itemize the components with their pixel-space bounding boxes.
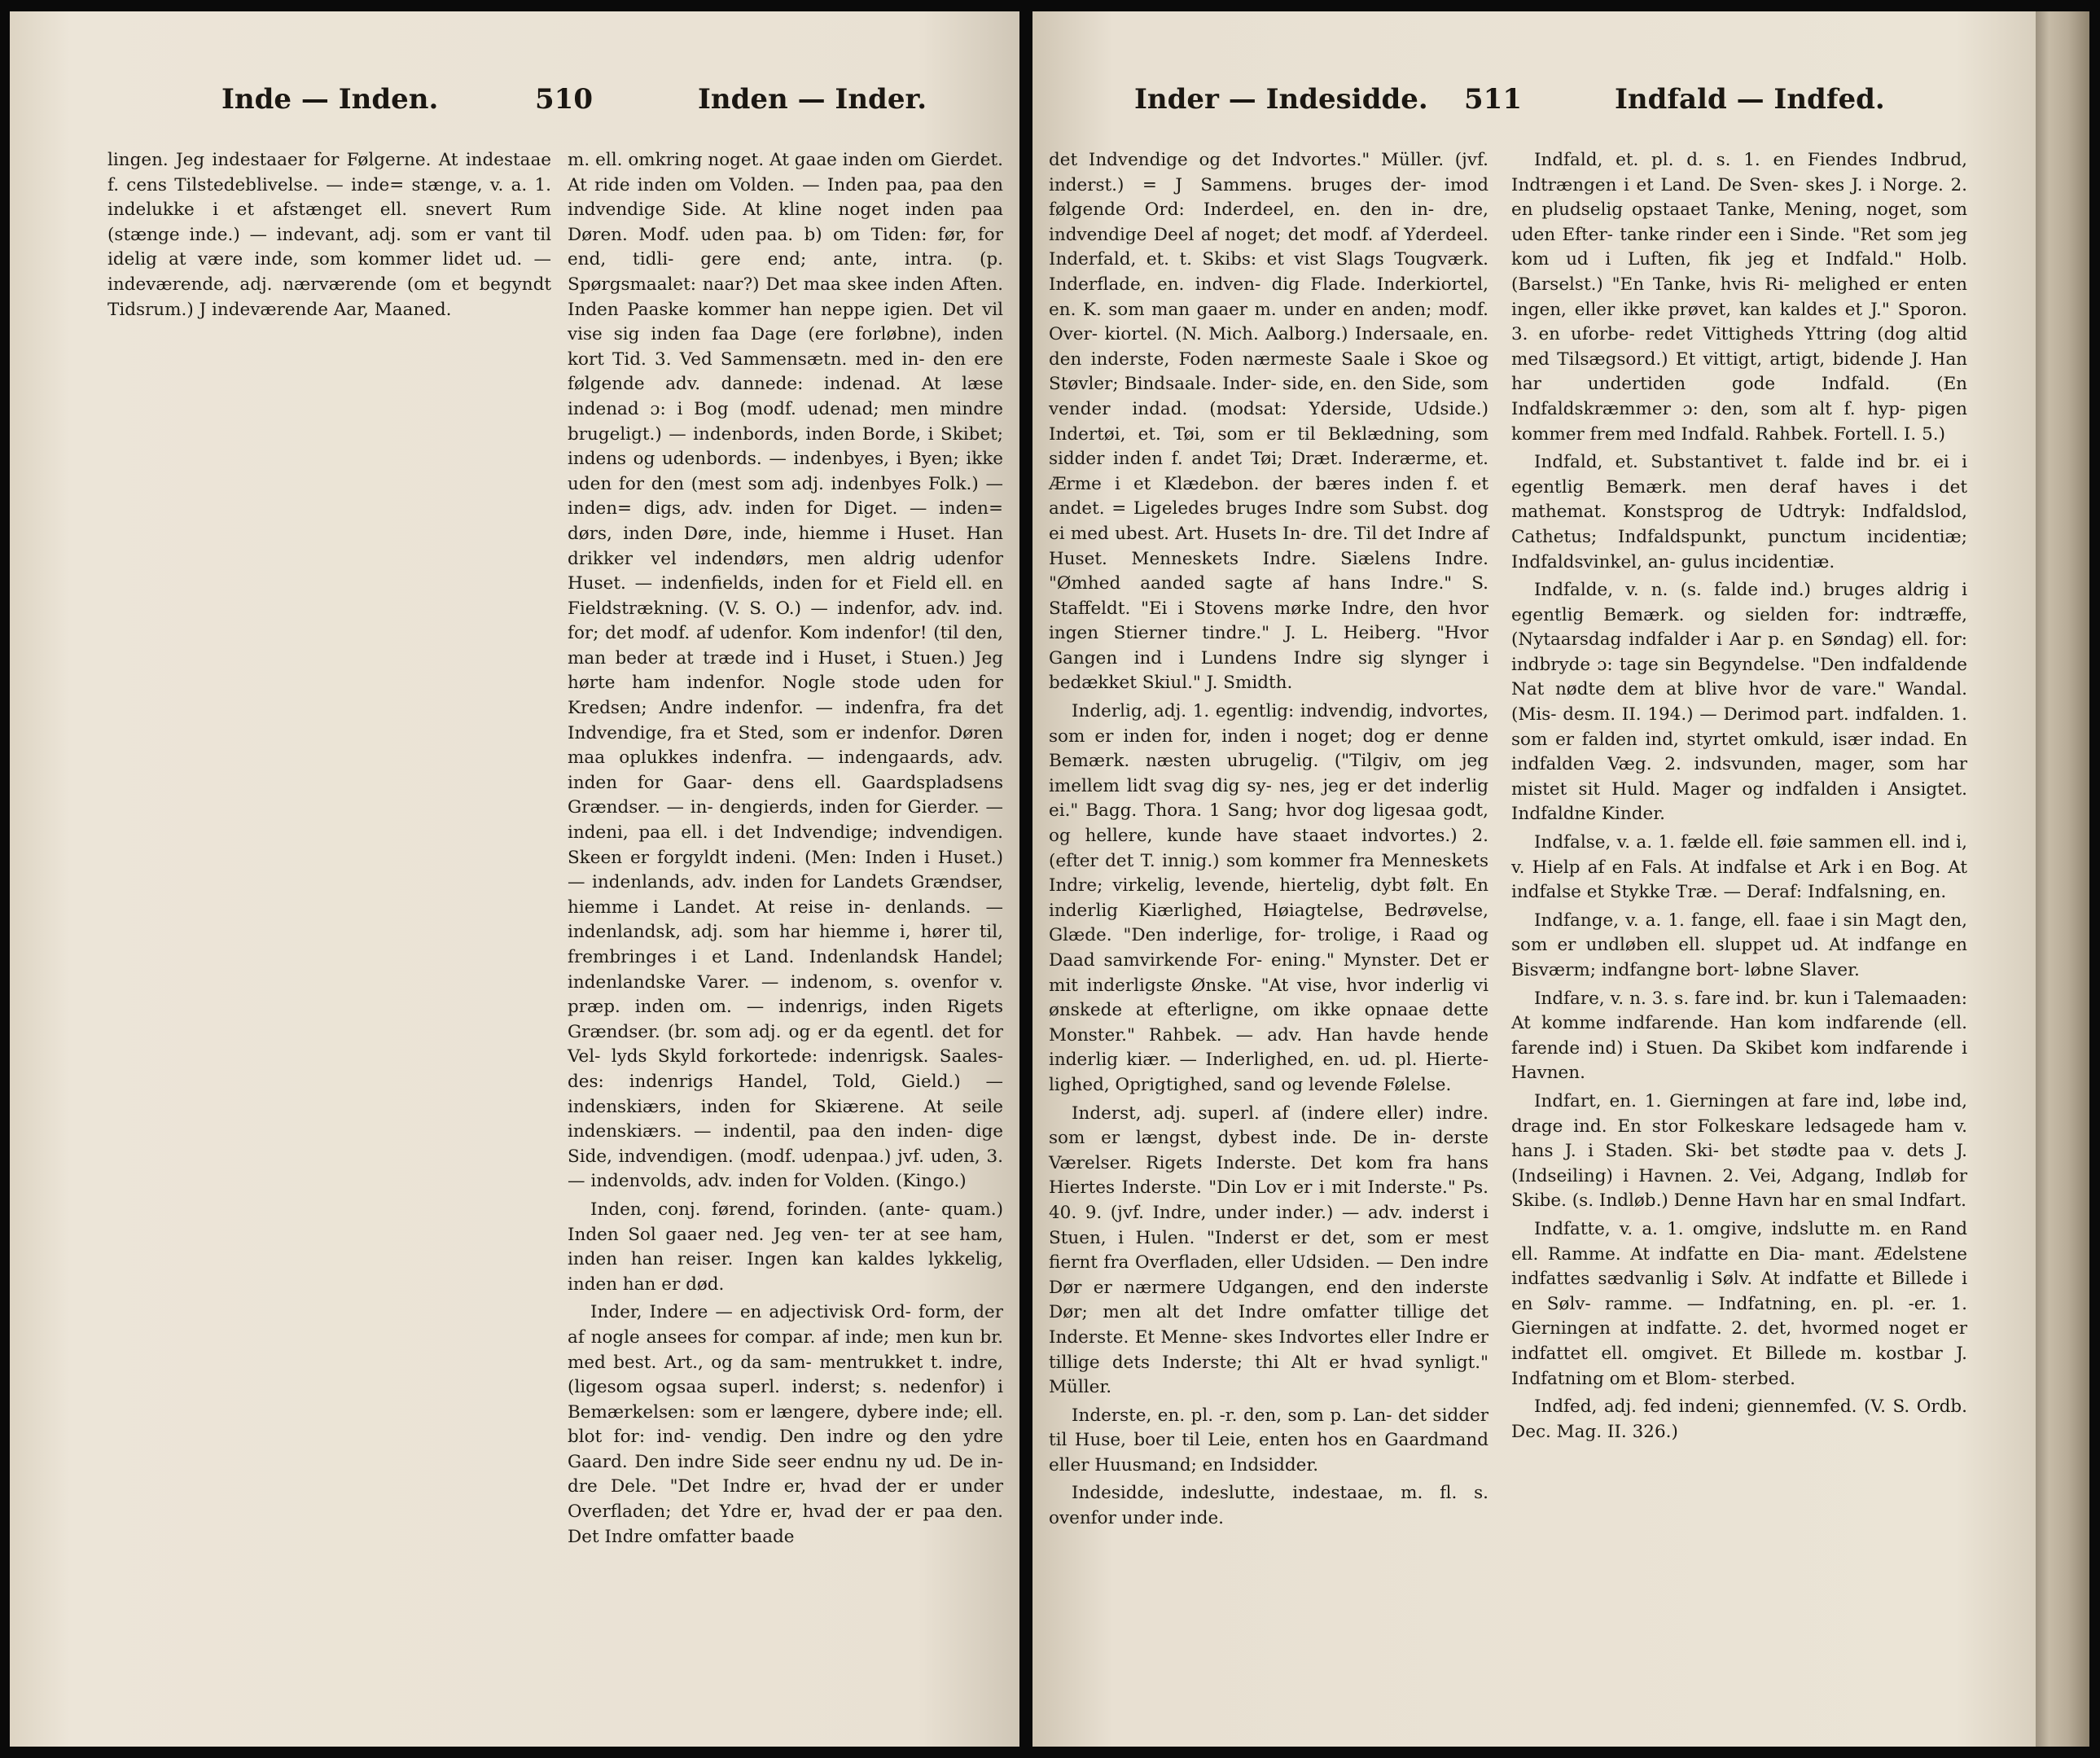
entry-paragraph: Indfatte, v. a. 1. omgive, indslutte m. en Rand ell. Ramme. At indfatte en Dia- mant. Ædelstene indfattes sædvanlig i Sølv. At indfatte et Billede i en Sølv- ramme. — Indfatning, en. pl. -er. 1. Gierningen at indfatte. 2. det, hvormed noget er indfattet ell. omgivet. Et Billede m. kostbar J. Indfatning om et Blom- sterbed. <box>1511 1218 1967 1389</box>
left-page <box>10 11 1019 1747</box>
right-header-guideword-last: Indfald — Indfed. <box>1615 83 1885 116</box>
left-header-guideword-first: Inde — Inden. <box>221 83 439 116</box>
entry-paragraph: Inden, conj. førend, forinden. (ante- quam.) Inden Sol gaaer ned. Jeg ven- ter at see ham, inden han reiser. Ingen kan kaldes lykkelig, inden han er død. <box>568 1199 1003 1295</box>
left-page-number: 510 <box>535 83 593 116</box>
entry-paragraph: det Indvendige og det Indvortes." Müller. (jvf. inderst.) = J Sammens. bruges der- imod følgende Ord: Inderdeel, en. den in- dre, indvendige Deel af noget; det modf. af Yderdeel. Inderfald, et. t. Skibs: et vist Slags Tougværk. Inderflade, en. indven- dig Flade. Inderkiortel, en. K. som man gaaer m. under en anden; modf. Over- kiortel. (N. Mich. Aalborg.) Indersaale, en. den inderste, Foden nærmeste Saale i Skoe og Støvler; Bindsaale. Inder- side, en. den Side, som vender indad. (modsat: Yderside, Udside.) Indertøi, et. Tøi, som er til Beklædning, som sidder inden f. andet Tøi; Dræt. Inderærme, et. Ærme i et Klædebon. der bæres inden f. et andet. = Ligeledes bruges Indre som Subst. dog ei med ubest. Art. Husets In- dre. Til det Indre af Huset. Menneskets Indre. Siælens Indre. "Ømhed aanded sagte af hans Indre." S. Staffeldt. "Ei i Stovens mørke Indre, den hvor ingen Stierner tindre." J. L. Heiberg. "Hvor Gangen ind i Lundens Indre sig slynger i bedækket Skiul." J. Smidth. <box>1049 150 1488 694</box>
left-page-column-1 <box>107 148 551 326</box>
left-page-header <box>10 83 1019 132</box>
book-page-edges <box>2036 11 2089 1747</box>
entry-paragraph: Indesidde, indeslutte, indestaae, m. fl. s. ovenfor under inde. <box>1049 1483 1488 1529</box>
entry-paragraph: lingen. Jeg indestaaer for Følgerne. At indestaae f. cens Tilstedeblivelse. — inde= stænge, v. a. 1. indelukke i et afstænget ell. snevert Rum (stænge inde.) — indevant, adj. som er vant til idelig at være inde, som kommer lidet ud. — indeværende, adj. nærværende (om et begyndt Tidsrum.) J indeværende Aar, Maaned. <box>107 150 551 320</box>
right-page-column-2 <box>1511 148 1967 1448</box>
entry-paragraph: Indfart, en. 1. Gierningen at fare ind, løbe ind, drage ind. En stor Folkeskare ledsagede ham v. hans J. i Staden. Ski- bet stødte paa v. dets J. (Indseiling) i Havnen. 2. Vei, Adgang, Indløb for Skibe. (s. Indløb.) Denne Havn har en smal Indfart. <box>1511 1090 1967 1212</box>
entry-paragraph: Inder, Indere — en adjectivisk Ord- form, der af nogle ansees for compar. af inde; men kun br. med best. Art., og da sam- mentrukket t. indre, (ligesom ogsaa superl. inderst; s. nedenfor) i Bemærkelsen: som er længere, dybere inde; ell. blot for: ind- vendig. Den indre og den ydre Gaard. Den indre Side seer endnu ny ud. De in- dre Dele. "Det Indre er, hvad der er under Overfladen; det Ydre er, hvad der er paa den. Det Indre omfatter baade <box>568 1302 1003 1547</box>
entry-paragraph: Indfald, et. pl. d. s. 1. en Fiendes Indbrud, Indtrængen i et Land. De Sven- skes J. i Norge. 2. en pludselig opstaaet Tanke, Mening, noget, som uden Efter- tanke rinder een i Sinde. "Ret som jeg kom ud i Luften, fik jeg et Indfald." Holb. (Barselst.) "En Tanke, hvis Ri- melighed er enten ingen, eller ikke prøvet, kan kaldes et J." Sporon. 3. en uforbe- redet Vittigheds Yttring (dog altid med Tilsægsord.) Et vittigt, artigt, bidende J. Han har undertiden gode Indfald. (En Indfaldskræmmer ɔ: den, som alt f. hyp- pigen kommer frem med Indfald. Rahbek. Fortell. I. 5.) <box>1511 150 1967 445</box>
right-page-column-1 <box>1049 148 1488 1535</box>
right-page-number: 511 <box>1464 83 1522 116</box>
entry-paragraph: Indfald, et. Substantivet t. falde ind br. ei i egentlig Bemærk. men deraf haves i det mathemat. Konstsprog de Udtryk: Indfaldslod, Cathetus; Indfaldspunkt, punctum incidentiæ; Indfaldsvinkel, an- gulus incidentiæ. <box>1511 452 1967 572</box>
entry-paragraph: Inderste, en. pl. -r. den, som p. Lan- det sidder til Huse, boer til Leie, enten hos en Gaardmand eller Huusmand; en Indsidder. <box>1049 1405 1488 1475</box>
entry-paragraph: Indfalde, v. n. (s. falde ind.) bruges aldrig i egentlig Bemærk. og sielden for: indtræffe, (Nytaarsdag indfalder i Aar p. en Søndag) ell. for: indbryde ɔ: tage sin Begyndelse. "Den indfaldende Nat nødte dem at blive hvor de vare." Wandal. (Mis- desm. II. 194.) — Derimod part. indfalden. 1. som er falden ind, styrtet omkuld, især indad. En indfalden Væg. 2. indsvunden, mager, som har mistet sit Huld. Mager og indfalden i Ansigtet. Indfaldne Kinder. <box>1511 580 1967 825</box>
left-page-column-2 <box>568 148 1003 1553</box>
entry-paragraph: Indfange, v. a. 1. fange, ell. faae i sin Magt den, som er undløben ell. sluppet ud. At indfange en Bisværm; indfangne bort- løbne Slaver. <box>1511 910 1967 980</box>
right-page-header <box>1032 83 2036 132</box>
entry-paragraph: m. ell. omkring noget. At gaae inden om Gierdet. At ride inden om Volden. — Inden paa, paa den indvendige Side. At kline noget inden paa Døren. Modf. uden paa. b) om Tiden: før, for end, tidli- gere end; ante, intra. (p. Spørgsmaalet: naar?) Det maa skee inden Aften. Inden Paaske kommer han neppe igien. Det vil vise sig inden faa Dage (ere forløbne), inden kort Tid. 3. Ved Sammensætn. med in- den ere følgende adv. dannede: indenad. At læse indenad ɔ: i Bog (modf. udenad; men mindre brugeligt.) — indenbords, inden Borde, i Skibet; indens og udenbords. — indenbyes, i Byen; ikke uden for den (mest som adj. indenbyes Folk.) — inden= digs, adv. inden for Diget. — inden= dørs, inden Døre, inde, hiemme i Huset. Han drikker vel indendørs, men aldrig udenfor Huset. — indenfields, inden for et Field ell. en Fieldstrækning. (V. S. O.) — indenfor, adv. ind. for; det modf. af udenfor. Kom indenfor! (til den, man beder at træde ind i Huset, i Stuen.) Jeg hørte ham indenfor. Nogle stode uden for Kredsen; Andre indenfor. — indenfra, fra det Indvendige, fra et Sted, som er indenfor. Døren maa oplukkes indenfra. — indengaards, adv. inden for Gaar- dens ell. Gaardspladsens Grændser. — in- dengierds, inden for Gierder. — indeni, paa ell. i det Indvendige; indvendigen. Skeen er forgyldt indeni. (Men: Inden i Huset.) — indenlands, adv. inden for Landets Grændser, hiemme i Landet. At reise in- denlands. — indenlandsk, adj. som har hiemme i, hører til, frembringes i et Land. Indenlandsk Handel; indenlandske Varer. — indenom, s. ovenfor v. præp. inden om. — indenrigs, inden Rigets Grændser. (br. som adj. og er da egentl. det for Vel- lyds Skyld forkortede: indenrigsk. Saales- des: indenrigs Handel, Told, Gield.) — indenskiærs, inden for Skiærene. At seile indenskiærs. — indentil, paa den inden- dige Side, indvendigen. (modf. udenpaa.) jvf. uden, 3. — indenvolds, adv. inden for Volden. (Kingo.) <box>568 150 1003 1192</box>
right-header-guideword-first: Inder — Indesidde. <box>1134 83 1428 116</box>
entry-paragraph: Indfed, adj. fed indeni; giennemfed. (V. S. Ordb. Dec. Mag. II. 326.) <box>1511 1396 1967 1442</box>
entry-paragraph: Inderst, adj. superl. af (indere eller) indre. som er længst, dybest inde. De in- derste Værelser. Rigets Inderste. Det kom fra hans Hiertes Inderste. "Din Lov er i mit Inderste." Ps. 40. 9. (jvf. Indre, under inder.) — adv. inderst i Stuen, i Hulen. "Inderst er det, som er mest fiernt fra Overfladen, eller Udsiden. — Den indre Dør er nærmere Udgangen, end den inderste Dør; men alt det Indre omfatter tillige det Inderste. Et Menne- skes Indvortes eller Indre er tillige dets Inderste; thi Alt er hvad synligt." Müller. <box>1049 1103 1488 1398</box>
right-page <box>1032 11 2036 1747</box>
entry-paragraph: Inderlig, adj. 1. egentlig: indvendig, indvortes, som er inden for, inden i noget; dog er denne Bemærk. næsten ubrugelig. ("Tilgiv, om jeg imellem lidt svag dig sy- nes, jeg er det inderlig ei." Bagg. Thora. 1 Sang; hvor dog ligesaa godt, og hellere, kunde have staaet indvortes.) 2. (efter det T. innig.) som kommer fra Menneskets Indre; virkelig, levende, hiertelig, dybt følt. En inderlig Kiærlighed, Høiagtelse, Bedrøvelse, Glæde. "Den inderlige, for- trolige, i Raad og Daad samvirkende For- ening." Mynster. Det er mit inderligste Ønske. "At vise, hvor inderlig vi ønskede at efterligne, om ikke opnaae dette Monster." Rahbek. — adv. Han havde hende inderlig kiær. — Inderlighed, en. ud. pl. Hierte- lighed, Oprigtighed, sand og levende Følelse. <box>1049 701 1488 1095</box>
entry-paragraph: Indfalse, v. a. 1. fælde ell. føie sammen ell. ind i, v. Hielp af en Fals. At indfalse et Ark i en Bog. At indfalse et Stykke Træ. — Deraf: Indfalsning, en. <box>1511 832 1967 903</box>
left-header-guideword-last: Inden — Inder. <box>698 83 927 116</box>
entry-paragraph: Indfare, v. n. 3. s. fare ind. br. kun i Talemaaden: At komme indfarende. Han kom indfarende (ell. farende ind) i Stuen. Da Skibet kom indfarende i Havnen. <box>1511 988 1967 1084</box>
